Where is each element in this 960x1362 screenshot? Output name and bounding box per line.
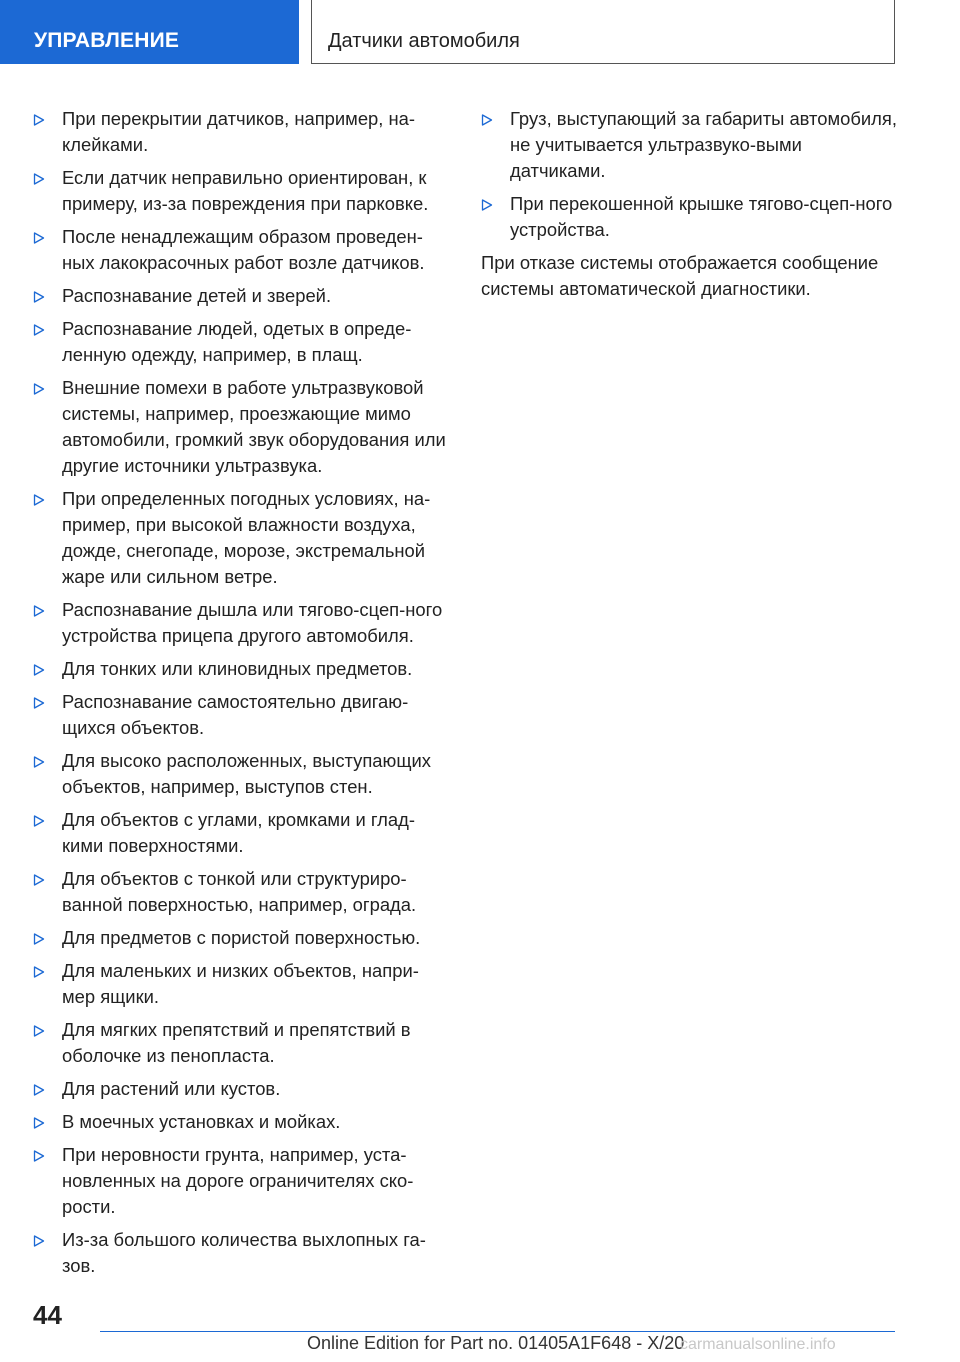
bullet-item xyxy=(33,224,451,276)
footer-divider xyxy=(100,1331,895,1332)
triangle-right-outline-icon xyxy=(33,1025,45,1037)
right-column xyxy=(481,106,899,302)
bullet-item-text: Для мягких препятствий и препятствий в оболочке из пенопласта. xyxy=(62,1019,411,1066)
triangle-right-outline-icon xyxy=(33,966,45,978)
triangle-right-outline-icon xyxy=(33,114,45,126)
page-number: 44 xyxy=(33,1300,62,1330)
triangle-right-outline-icon xyxy=(33,383,45,395)
triangle-right-outline-icon xyxy=(33,933,45,945)
bullet-item xyxy=(33,165,451,217)
bullet-item xyxy=(481,191,899,243)
bullet-item xyxy=(33,375,451,479)
triangle-right-outline-icon xyxy=(33,605,45,617)
bullet-item xyxy=(33,1142,451,1220)
triangle-right-outline-icon xyxy=(33,874,45,886)
bullet-item-text: Из-за большого количества выхлопных га-зов. xyxy=(62,1229,426,1276)
bullet-item-text: В моечных установках и мойках. xyxy=(62,1111,341,1132)
triangle-right-outline-icon xyxy=(481,199,493,211)
triangle-right-outline-icon xyxy=(33,664,45,676)
triangle-right-outline-icon xyxy=(33,1150,45,1162)
triangle-right-outline-icon xyxy=(33,1084,45,1096)
bullet-item xyxy=(33,486,451,590)
bullet-item-text: Внешние помехи в работе ультразвуковой системы, например, проезжающие мимо автомобили, громкий звук оборудования или другие источники ультразвука. xyxy=(62,377,446,476)
bullet-item-text: Распознавание людей, одетых в опреде-ленную одежду, например, в плащ. xyxy=(62,318,412,365)
triangle-right-outline-icon xyxy=(33,494,45,506)
left-bullet-list xyxy=(33,106,451,1279)
bullet-item-text: При перекошенной крышке тягово-сцеп-ного устройства. xyxy=(510,193,893,240)
bullet-item xyxy=(33,689,451,741)
triangle-right-outline-icon xyxy=(33,1235,45,1247)
bullet-item-text: При перекрытии датчиков, например, на-клейками. xyxy=(62,108,416,155)
bullet-item xyxy=(33,1076,451,1102)
header-chapter-title: Датчики автомобиля xyxy=(311,0,895,64)
system-failure-paragraph: При отказе системы отображается сообщение системы автоматической диагностики. xyxy=(481,252,879,299)
bullet-item-text: Для предметов с пористой поверхностью. xyxy=(62,927,421,948)
triangle-right-outline-icon xyxy=(33,324,45,336)
bullet-item xyxy=(33,597,451,649)
bullet-item-text: Для маленьких и низких объектов, напри-мер ящики. xyxy=(62,960,419,1007)
bullet-item-text: При определенных погодных условиях, на-пример, при высокой влажности воздуха, дожде, снегопаде, морозе, экстремальной жаре или сильном ветре. xyxy=(62,488,431,587)
bullet-item-text: Для объектов с тонкой или структуриро-ванной поверхностью, например, ограда. xyxy=(62,868,417,915)
bullet-item-text: Если датчик неправильно ориентирован, к примеру, из-за повреждения при парковке. xyxy=(62,167,429,214)
bullet-item xyxy=(33,807,451,859)
triangle-right-outline-icon xyxy=(33,815,45,827)
bullet-item-text: Распознавание самостоятельно двигаю-щихся объектов. xyxy=(62,691,409,738)
bullet-item xyxy=(33,106,451,158)
bullet-item xyxy=(33,866,451,918)
triangle-right-outline-icon xyxy=(33,232,45,244)
bullet-item-text: Для растений или кустов. xyxy=(62,1078,281,1099)
bullet-item xyxy=(33,1109,451,1135)
bullet-item-text: После ненадлежащим образом проведен-ных лакокрасочных работ возле датчиков. xyxy=(62,226,425,273)
footer-edition-text: Online Edition for Part no. 01405A1F648 - X/20 xyxy=(307,1333,685,1353)
triangle-right-outline-icon xyxy=(33,756,45,768)
bullet-item-text: Для тонких или клиновидных предметов. xyxy=(62,658,413,679)
right-bullet-list xyxy=(481,106,899,243)
bullet-item xyxy=(33,656,451,682)
bullet-item-text: Для высоко расположенных, выступающих объектов, например, выступов стен. xyxy=(62,750,431,797)
triangle-right-outline-icon xyxy=(33,697,45,709)
triangle-right-outline-icon xyxy=(33,173,45,185)
left-column xyxy=(33,106,451,1286)
bullet-item-text: Распознавание дышла или тягово-сцеп-ного устройства прицепа другого автомобиля. xyxy=(62,599,443,646)
bullet-item-text: При неровности грунта, например, уста-новленных на дороге ограничителях ско-рости. xyxy=(62,1144,414,1217)
triangle-right-outline-icon xyxy=(33,1117,45,1129)
bullet-item xyxy=(33,1017,451,1069)
bullet-item xyxy=(33,283,451,309)
bullet-item-text: Груз, выступающий за габариты автомобиля, не учитывается ультразвуко-выми датчиками. xyxy=(510,108,897,181)
bullet-item xyxy=(33,925,451,951)
bullet-item xyxy=(33,748,451,800)
triangle-right-outline-icon xyxy=(481,114,493,126)
watermark-text: carmanualsonline.info xyxy=(680,1336,836,1353)
bullet-item-text: Для объектов с углами, кромками и глад-кими поверхностями. xyxy=(62,809,415,856)
bullet-item xyxy=(481,106,899,184)
bullet-item xyxy=(33,958,451,1010)
header-section-tab: УПРАВЛЕНИЕ xyxy=(0,0,299,64)
triangle-right-outline-icon xyxy=(33,291,45,303)
bullet-item xyxy=(33,316,451,368)
bullet-item-text: Распознавание детей и зверей. xyxy=(62,285,332,306)
bullet-item xyxy=(33,1227,451,1279)
